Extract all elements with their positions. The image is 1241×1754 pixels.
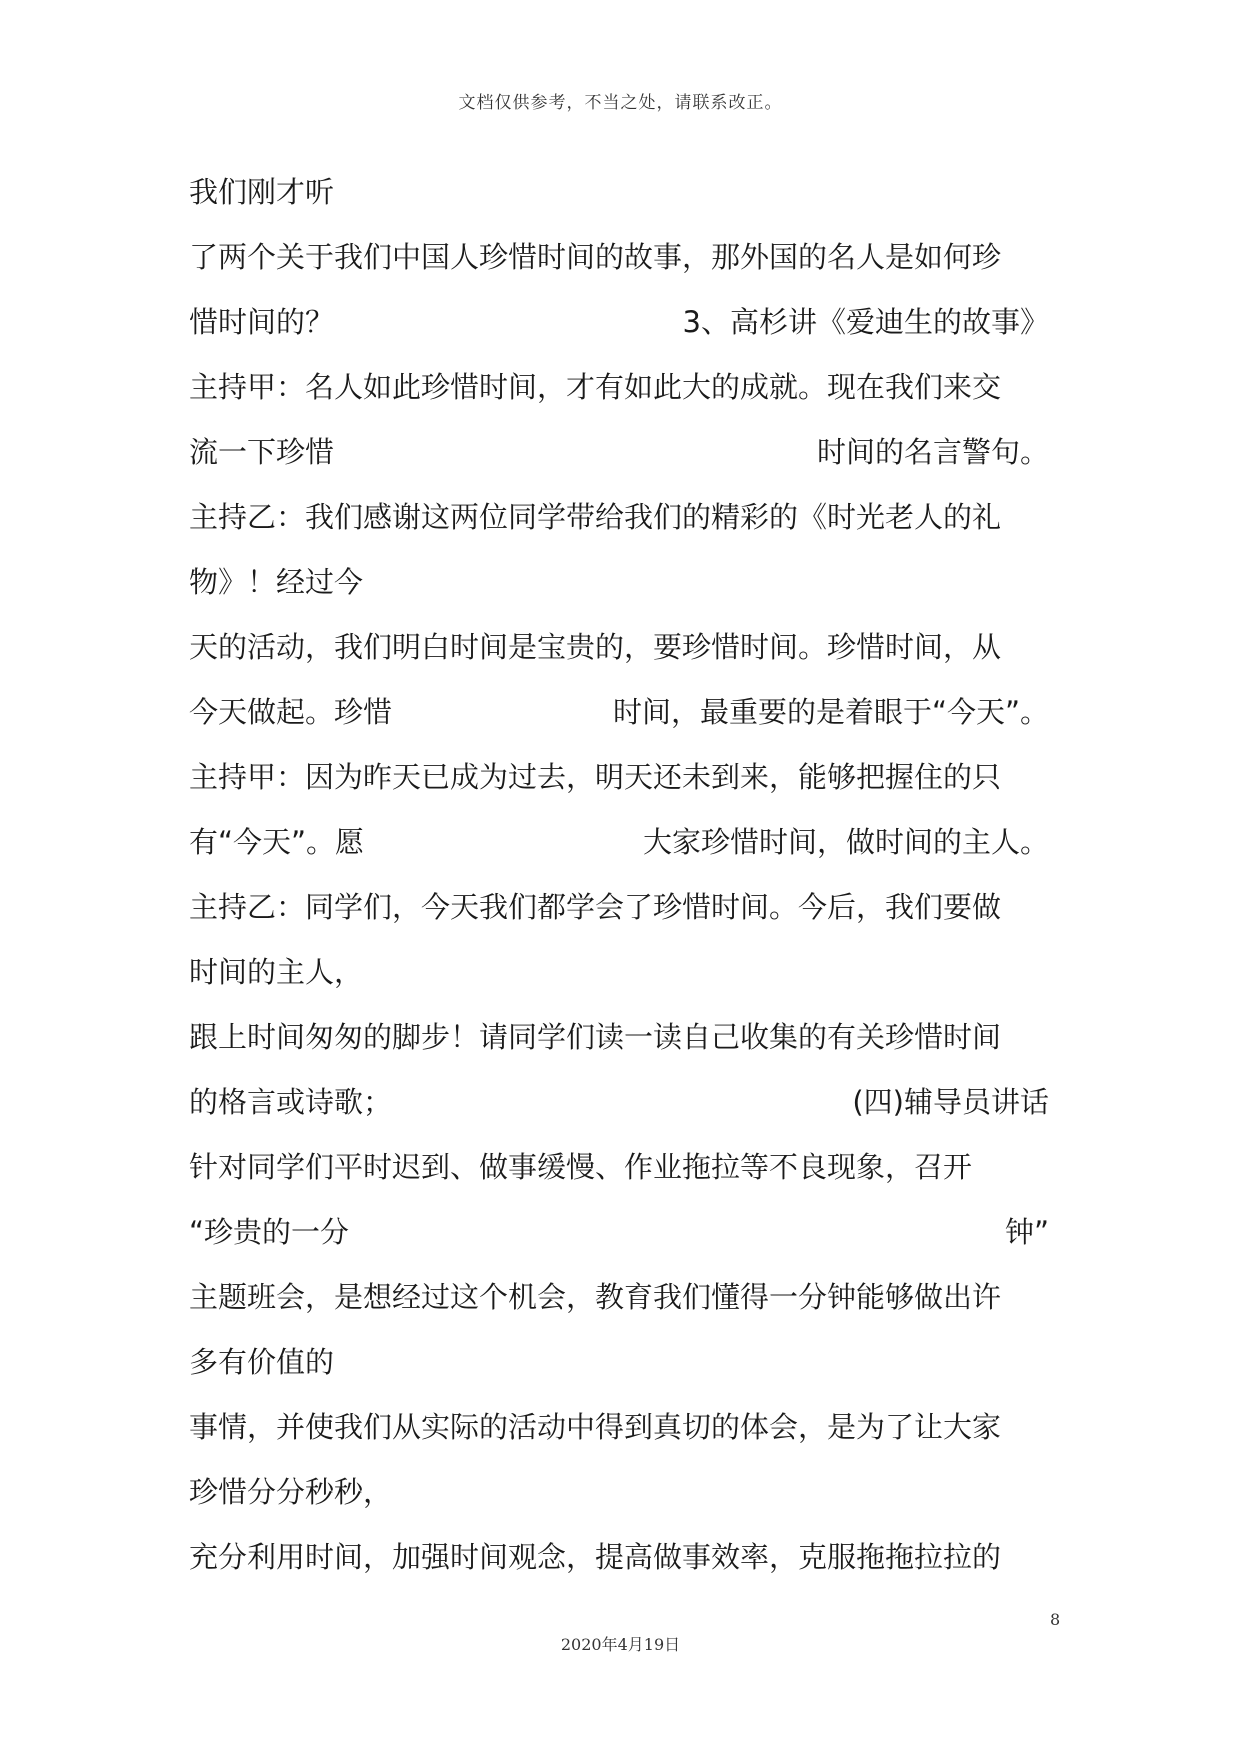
text-line-left: 跟上时间匆匆的脚步！请同学们读一读自己收集的有关珍惜时间 [189, 1020, 1002, 1054]
page-number: 8 [1050, 1610, 1061, 1629]
text-line [189, 1460, 1049, 1525]
text-line [189, 355, 1049, 420]
text-line-left: 惜时间的？ [189, 305, 335, 339]
header-disclaimer: 文档仅供参考，不当之处，请联系改正。 [458, 93, 783, 113]
text-line-right: 大家珍惜时间，做时间的主人。 [642, 825, 1049, 859]
text-line-left: 主持乙：同学们，今天我们都学会了珍惜时间。今后，我们要做 [189, 890, 1002, 924]
text-line [189, 680, 1049, 745]
footer-date: 2020年4月19日 [560, 1635, 681, 1654]
text-line-right: 时间的名言警句。 [816, 435, 1049, 469]
text-line-left: 事情，并使我们从实际的活动中得到真切的体会，是为了让大家 [189, 1410, 1002, 1444]
text-line-left: 的格言或诗歌； [189, 1085, 393, 1119]
text-line [189, 1395, 1049, 1460]
text-line-left: 了两个关于我们中国人珍惜时间的故事，那外国的名人是如何珍 [189, 240, 1002, 274]
text-line-right: (四)辅导员讲话 [852, 1085, 1049, 1119]
text-line [189, 1070, 1049, 1135]
text-line-left: 时间的主人， [189, 955, 364, 989]
text-line [189, 1200, 1049, 1265]
text-line-left: 主题班会，是想经过这个机会，教育我们懂得一分钟能够做出许 [189, 1280, 1002, 1314]
text-line-right: 3、高杉讲《爱迪生的故事》 [682, 305, 1049, 339]
text-line [189, 1135, 1049, 1200]
text-line-left: 多有价值的 [189, 1345, 335, 1379]
text-line-left: 针对同学们平时迟到、做事缓慢、作业拖拉等不良现象，召开 [189, 1150, 973, 1184]
text-line-left: 今天做起。珍惜 [189, 695, 393, 729]
text-line [189, 290, 1049, 355]
text-line-left: 流一下珍惜 [189, 435, 335, 469]
text-line-left: 物》！经过今 [189, 565, 364, 599]
text-line [189, 615, 1049, 680]
text-line [189, 1005, 1049, 1070]
text-line [189, 225, 1049, 290]
text-line-right: 钟” [1004, 1215, 1049, 1249]
text-line [189, 875, 1049, 940]
text-line [189, 485, 1049, 550]
text-line-left: 主持甲：名人如此珍惜时间，才有如此大的成就。现在我们来交 [189, 370, 1002, 404]
text-line [189, 160, 1049, 225]
text-line [189, 420, 1049, 485]
text-line [189, 940, 1049, 1005]
text-line-left: 充分利用时间，加强时间观念，提高做事效率，克服拖拖拉拉的 [189, 1540, 1002, 1574]
text-line-left: 有“今天”。愿 [189, 825, 365, 859]
text-line-left: 天的活动，我们明白时间是宝贵的，要珍惜时间。珍惜时间，从 [189, 630, 1002, 664]
text-line [189, 1330, 1049, 1395]
text-line [189, 550, 1049, 615]
text-line [189, 810, 1049, 875]
text-line [189, 1525, 1049, 1590]
body-text [189, 160, 1049, 1590]
text-line-left: 珍惜分分秒秒， [189, 1475, 393, 1509]
text-line-left: 主持乙：我们感谢这两位同学带给我们的精彩的《时光老人的礼 [189, 500, 1002, 534]
text-line-left: 主持甲：因为昨天已成为过去，明天还未到来，能够把握住的只 [189, 760, 1002, 794]
text-line [189, 1265, 1049, 1330]
text-line-right: 时间，最重要的是着眼于“今天”。 [612, 695, 1049, 729]
text-line [189, 745, 1049, 810]
text-line-left: 我们刚才听 [189, 175, 335, 209]
text-line-left: “珍贵的一分 [189, 1215, 350, 1249]
